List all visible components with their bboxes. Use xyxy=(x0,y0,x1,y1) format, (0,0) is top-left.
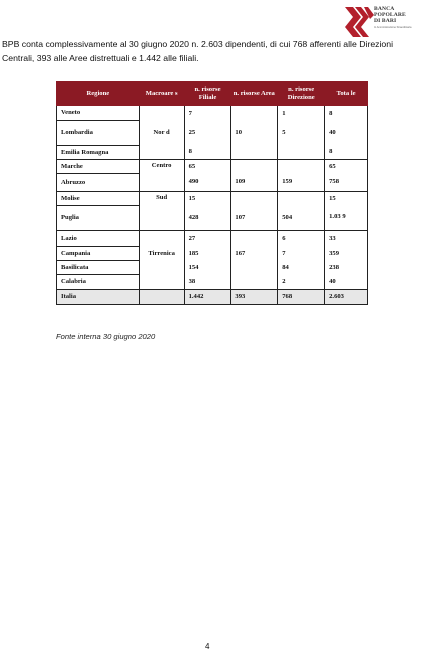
table-row xyxy=(57,120,368,145)
logo-line-1: BANCA xyxy=(374,6,395,12)
table-row xyxy=(57,274,368,289)
cell-area: 167 xyxy=(231,246,278,260)
cell-totale: 359 xyxy=(325,246,368,260)
cell-direzione: 5 xyxy=(278,120,325,145)
cell-totale: 40 xyxy=(325,120,368,145)
page-number: 4 xyxy=(205,642,210,651)
logo-line-3: DI BARI xyxy=(374,18,397,24)
cell-area xyxy=(231,145,278,159)
table-row xyxy=(57,191,368,205)
cell-regione: Puglia xyxy=(57,205,140,230)
cell-area: 393 xyxy=(231,289,278,304)
cell-direzione xyxy=(278,159,325,173)
cell-macroarea xyxy=(139,289,184,304)
cell-area: 109 xyxy=(231,173,278,191)
table-row xyxy=(57,260,368,274)
cell-totale: 65 xyxy=(325,159,368,173)
cell-direzione: 1 xyxy=(278,106,325,120)
source-note: Fonte interna 30 giugno 2020 xyxy=(56,332,156,341)
cell-area: 10 xyxy=(231,120,278,145)
cell-area: 107 xyxy=(231,205,278,230)
cell-regione: Campania xyxy=(57,246,140,260)
cell-regione: Italia xyxy=(57,289,140,304)
cell-regione: Veneto xyxy=(57,106,140,120)
cell-filiale: 154 xyxy=(184,260,231,274)
cell-macroarea: Tirrenica xyxy=(139,230,184,289)
cell-direzione: 504 xyxy=(278,205,325,230)
cell-totale: 1.03 9 xyxy=(325,205,368,230)
cell-filiale: 185 xyxy=(184,246,231,260)
cell-totale: 2.603 xyxy=(325,289,368,304)
staff-table xyxy=(56,81,368,305)
logo-line-2: POPOLARE xyxy=(374,12,406,18)
cell-area xyxy=(231,230,278,246)
table-row xyxy=(57,173,368,191)
table-header-row xyxy=(57,81,368,106)
intro-paragraph: BPB conta complessivamente al 30 giugno 2020 n. 2.603 dipendenti, di cui 768 afferenti alle Direzioni Centrali, 393 alle Aree distrettuali e 1.442 alle filiali. xyxy=(2,39,394,63)
header-totale: Tota le xyxy=(325,81,368,106)
cell-totale: 33 xyxy=(325,230,368,246)
table-row xyxy=(57,230,368,246)
table-row xyxy=(57,159,368,173)
cell-regione: Lazio xyxy=(57,230,140,246)
header-filiale: n. risorse Filiale xyxy=(184,81,231,106)
cell-area xyxy=(231,260,278,274)
cell-totale: 758 xyxy=(325,173,368,191)
cell-filiale: 65 xyxy=(184,159,231,173)
table-row xyxy=(57,145,368,159)
header-area: n. risorse Area xyxy=(231,81,278,106)
cell-area xyxy=(231,159,278,173)
cell-direzione: 6 xyxy=(278,230,325,246)
cell-totale: 8 xyxy=(325,106,368,120)
cell-totale: 8 xyxy=(325,145,368,159)
cell-macroarea: Centro xyxy=(139,159,184,191)
cell-totale: 15 xyxy=(325,191,368,205)
cell-direzione: 7 xyxy=(278,246,325,260)
cell-area xyxy=(231,191,278,205)
cell-regione: Marche xyxy=(57,159,140,173)
cell-direzione: 159 xyxy=(278,173,325,191)
cell-regione: Molise xyxy=(57,191,140,205)
cell-regione: Abruzzo xyxy=(57,173,140,191)
table-row xyxy=(57,205,368,230)
table-total-row xyxy=(57,289,368,304)
cell-totale: 40 xyxy=(325,274,368,289)
cell-regione: Basilicata xyxy=(57,260,140,274)
cell-direzione xyxy=(278,191,325,205)
table-row xyxy=(57,106,368,120)
cell-filiale: 1.442 xyxy=(184,289,231,304)
cell-macroarea: Nor d xyxy=(139,106,184,159)
cell-filiale: 27 xyxy=(184,230,231,246)
cell-filiale: 15 xyxy=(184,191,231,205)
cell-filiale: 490 xyxy=(184,173,231,191)
cell-filiale: 25 xyxy=(184,120,231,145)
cell-direzione: 2 xyxy=(278,274,325,289)
header-macroarea: Macroare s xyxy=(139,81,184,106)
logo-name xyxy=(374,6,406,24)
header-regione: Regione xyxy=(57,81,140,106)
cell-direzione: 768 xyxy=(278,289,325,304)
header-direzione: n. risorse Direzione xyxy=(278,81,325,106)
cell-area xyxy=(231,274,278,289)
cell-macroarea: Sud xyxy=(139,191,184,230)
cell-direzione xyxy=(278,145,325,159)
cell-filiale: 8 xyxy=(184,145,231,159)
cell-direzione: 84 xyxy=(278,260,325,274)
cell-regione: Emilia Romagna xyxy=(57,145,140,159)
cell-regione: Lombardia xyxy=(57,120,140,145)
cell-filiale: 38 xyxy=(184,274,231,289)
cell-filiale: 7 xyxy=(184,106,231,120)
table-row xyxy=(57,246,368,260)
cell-area xyxy=(231,106,278,120)
cell-filiale: 428 xyxy=(184,205,231,230)
cell-regione: Calabria xyxy=(57,274,140,289)
cell-totale: 238 xyxy=(325,260,368,274)
logo-subtitle: In Amministrazione Straordinaria xyxy=(374,26,412,29)
